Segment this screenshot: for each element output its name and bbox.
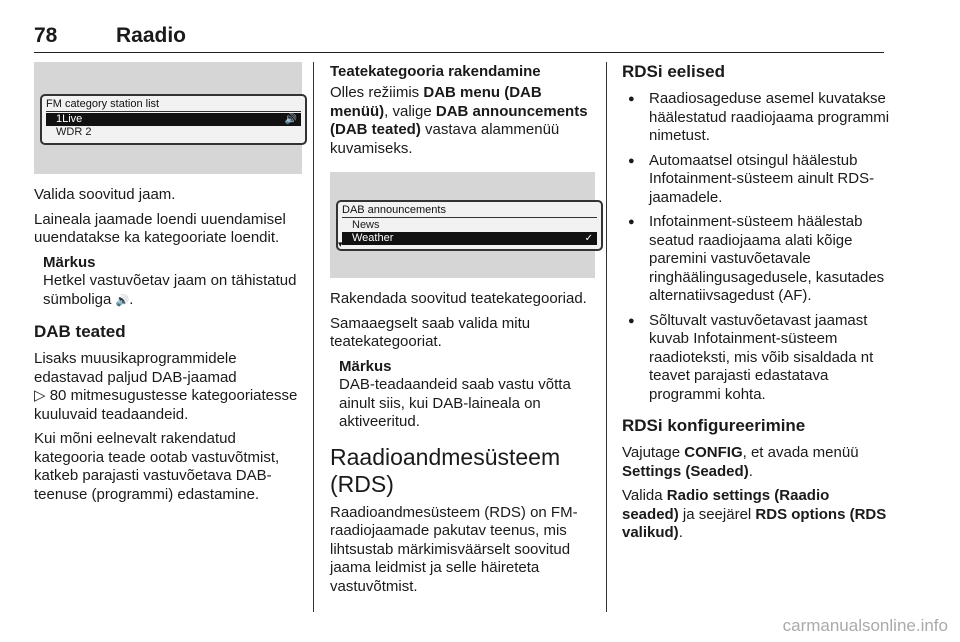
paragraph-part: . xyxy=(748,462,753,480)
note-text: Hetkel vastuvõetav jaam on tähistatud sümboliga 🔊. xyxy=(43,272,297,308)
column-divider xyxy=(606,62,607,612)
paragraph-part: . xyxy=(678,524,683,541)
note xyxy=(34,254,302,311)
section-title: Raadio xyxy=(116,24,187,47)
paragraph-part: ja seejärel xyxy=(682,505,752,523)
heading-rds-config: RDSi konfigureerimine xyxy=(622,416,806,435)
bullet-list xyxy=(622,90,890,404)
page-reference-link[interactable]: 80 mitmesugustesse kategooriatesse kuuluvaid teadaandeid. xyxy=(34,387,298,423)
speaker-icon: 🔊 xyxy=(115,294,130,307)
page-header xyxy=(34,22,884,53)
paragraph xyxy=(34,350,302,424)
lcd-row: WDR 2 xyxy=(56,126,92,138)
heading-apply-category: Teatekategooria rakendamine xyxy=(330,63,541,80)
page-number: 78 xyxy=(34,24,58,47)
paragraph: Kui mõni eelnevalt rakendatud kategooria teade ootab vastuvõtmist, katkeb parajasti vastuvõetava DAB-teenuse (programmi) edastamine. xyxy=(34,430,280,503)
fm-category-screenshot xyxy=(34,62,302,174)
lcd-row-selected xyxy=(46,113,301,126)
lcd-display xyxy=(336,200,603,251)
paragraph: Valida soovitud jaam. xyxy=(34,186,176,203)
lcd-display xyxy=(40,94,307,145)
note xyxy=(330,358,595,432)
paragraph-part: , valige xyxy=(384,102,432,120)
list-item: ● Automaatsel otsingul häälestub Infotainment-süsteem ainult RDS-jaamadele. xyxy=(622,152,890,208)
list-item: ● Raadiosageduse asemel kuvatakse häälestatud raadiojaama programmi nimetust. xyxy=(622,90,890,146)
menu-name: Settings (Seaded) xyxy=(622,462,749,480)
column-3 xyxy=(622,62,890,549)
button-name: CONFIG xyxy=(684,444,743,461)
lcd-title: DAB announcements xyxy=(342,204,597,218)
lcd-title: FM category station list xyxy=(46,98,301,112)
paragraph-part: Vajutage xyxy=(622,444,681,461)
column-2 xyxy=(330,62,595,602)
list-item: ● Infotainment-süsteem häälestab seatud raadiojaama alati kõige paremini vastuvõetavale ringhäälingusagedusele, kasutades alternatiivsagedust (AF). xyxy=(622,213,890,306)
lcd-row-label: Weather xyxy=(352,232,394,244)
paragraph-part: vastava alammenüü kuvamiseks. xyxy=(330,121,560,157)
paragraph: Raadioandmesüsteem (RDS) on FM-raadiojaamade pakutav teenus, mis lihtsustab märkimisväärselt soovitud jaama leidmist ja selle häireteta vastuvõtmist. xyxy=(330,503,578,595)
reference-arrow-icon: ▷ xyxy=(34,387,46,404)
check-icon: ✓ xyxy=(584,233,593,244)
paragraph: Samaaegselt saab valida mitu teatekategooriat. xyxy=(330,314,531,350)
paragraph-part: , et avada menüü xyxy=(742,444,859,461)
paragraph: Rakendada soovitud teatekategooriad. xyxy=(330,290,587,307)
heading-rds-advantages: RDSi eelised xyxy=(622,62,725,81)
dab-announcements-screenshot xyxy=(330,172,595,278)
lcd-row-selected xyxy=(342,232,597,245)
speaker-icon: 🔊 xyxy=(284,114,297,125)
chevron-down-icon: ▾ xyxy=(338,239,343,249)
paragraph: Laineala jaamade loendi uuendamisel uuendatakse ka kategooriate loendit. xyxy=(34,210,286,246)
paragraph-part: Olles režiimis xyxy=(330,84,420,101)
menu-name: DAB menu (DAB menüü) xyxy=(330,84,542,120)
note-text-body: Hetkel vastuvõetav jaam on tähistatud sümboliga xyxy=(43,272,297,308)
lcd-row-label: 1Live xyxy=(56,113,83,125)
note-text: DAB-teadaandeid saab vastu võtta ainult siis, kui DAB-laineala on aktiveeritud. xyxy=(339,376,571,430)
heading-dab-teated: DAB teated xyxy=(34,322,126,341)
menu-name: RDS options (RDS valikud) xyxy=(622,505,887,541)
paragraph xyxy=(622,444,890,481)
heading-rds: Raadioandmesüsteem (RDS) xyxy=(330,443,561,497)
menu-name: DAB announcements (DAB teated) xyxy=(330,102,588,138)
lcd-row: News xyxy=(352,219,380,231)
list-item: ● Sõltuvalt vastuvõetavast jaamast kuvab Infotainment-süsteem raadioteksti, mis võib sisaldada nt teavet parajasti edastatava programmi kohta. xyxy=(622,312,890,405)
column-1 xyxy=(34,62,302,510)
menu-name: Radio settings (Raadio seaded) xyxy=(622,487,830,523)
paragraph xyxy=(330,84,595,158)
note-title: Märkus xyxy=(339,357,392,375)
watermark-brand: carmanualsonline.info xyxy=(782,616,948,635)
paragraph-part: Lisaks muusikaprogrammidele edastavad paljud DAB-jaamad xyxy=(34,350,237,386)
column-divider xyxy=(313,62,314,612)
note-title: Märkus xyxy=(43,253,96,271)
paragraph xyxy=(622,487,890,543)
paragraph-part: Valida xyxy=(622,487,663,504)
